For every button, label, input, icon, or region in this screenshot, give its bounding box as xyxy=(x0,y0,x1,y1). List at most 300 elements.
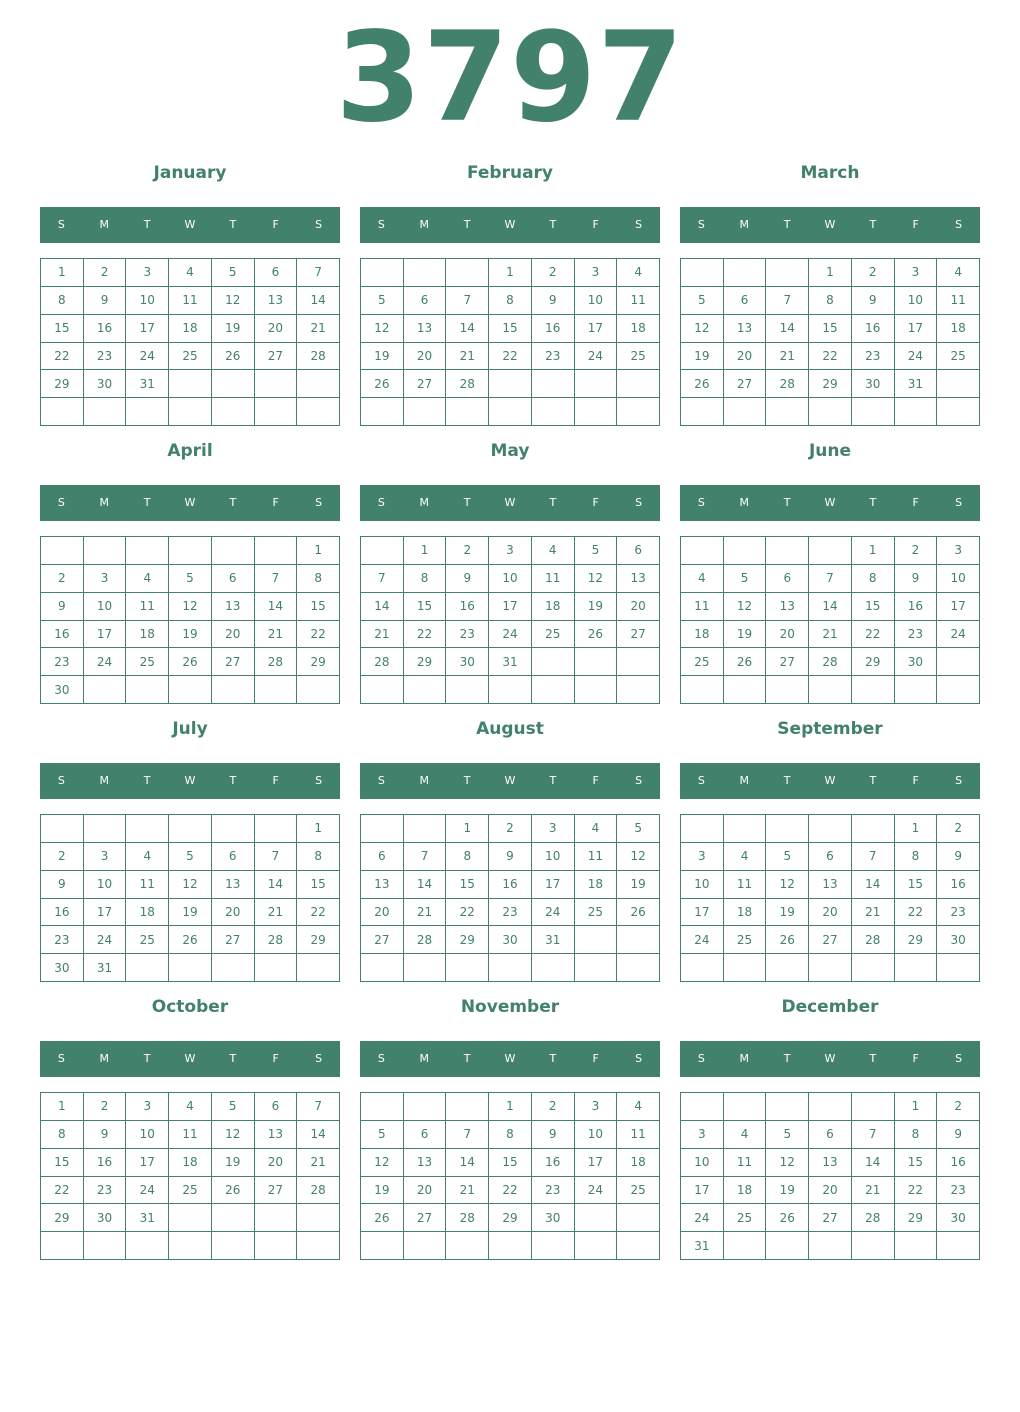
day-cell: 3 xyxy=(895,259,938,287)
weekday-label: T xyxy=(549,1052,557,1065)
day-cell: 23 xyxy=(41,648,84,676)
day-grid xyxy=(680,1092,980,1260)
weekday-label: W xyxy=(824,218,836,231)
day-cell: 25 xyxy=(617,343,660,371)
day-cell: 22 xyxy=(446,899,489,927)
day-cell: 29 xyxy=(297,926,340,954)
weekday-label: S xyxy=(955,496,963,509)
day-cell: 20 xyxy=(404,1177,447,1205)
day-cell: 3 xyxy=(84,565,127,593)
day-cell: 1 xyxy=(404,537,447,565)
day-cell: 26 xyxy=(766,1204,809,1232)
day-cell: 10 xyxy=(126,287,169,315)
day-cell: 6 xyxy=(404,287,447,315)
weekday-label: T xyxy=(783,496,791,509)
month-name: November xyxy=(460,997,560,1017)
day-cell: 1 xyxy=(895,1093,938,1121)
empty-day-cell xyxy=(297,1232,340,1260)
day-cell: 2 xyxy=(446,537,489,565)
day-cell: 4 xyxy=(126,843,169,871)
day-cell: 3 xyxy=(126,259,169,287)
empty-day-cell xyxy=(126,676,169,704)
day-cell: 31 xyxy=(532,926,575,954)
day-cell: 15 xyxy=(446,871,489,899)
day-cell: 27 xyxy=(404,1204,447,1232)
empty-day-cell xyxy=(617,1232,660,1260)
day-cell: 7 xyxy=(446,1121,489,1149)
day-cell: 11 xyxy=(126,593,169,621)
day-cell: 23 xyxy=(532,1177,575,1205)
day-cell: 2 xyxy=(489,815,532,843)
empty-day-cell xyxy=(446,676,489,704)
weekday-label: T xyxy=(143,774,151,787)
weekday-label: F xyxy=(272,496,279,509)
empty-day-cell xyxy=(532,648,575,676)
empty-day-cell xyxy=(617,370,660,398)
day-cell: 25 xyxy=(126,926,169,954)
day-cell: 13 xyxy=(809,871,852,899)
empty-day-cell xyxy=(532,1232,575,1260)
day-cell: 21 xyxy=(361,621,404,649)
day-cell: 31 xyxy=(126,370,169,398)
day-cell: 12 xyxy=(212,287,255,315)
day-cell: 20 xyxy=(617,593,660,621)
empty-day-cell xyxy=(212,815,255,843)
weekday-label: S xyxy=(955,218,963,231)
day-grid xyxy=(40,1092,340,1260)
day-cell: 26 xyxy=(575,621,618,649)
day-cell: 2 xyxy=(532,1093,575,1121)
day-cell: 21 xyxy=(446,1177,489,1205)
empty-day-cell xyxy=(41,1232,84,1260)
day-cell: 10 xyxy=(681,871,724,899)
empty-day-cell xyxy=(575,1204,618,1232)
empty-day-cell xyxy=(724,815,767,843)
day-cell: 16 xyxy=(937,1149,980,1177)
day-cell: 1 xyxy=(852,537,895,565)
day-cell: 20 xyxy=(255,1149,298,1177)
weekday-label: T xyxy=(143,218,151,231)
day-cell: 26 xyxy=(724,648,767,676)
day-cell: 16 xyxy=(532,315,575,343)
day-cell: 29 xyxy=(41,1204,84,1232)
day-cell: 30 xyxy=(489,926,532,954)
weekday-label: T xyxy=(783,774,791,787)
day-cell: 25 xyxy=(126,648,169,676)
day-cell: 16 xyxy=(41,621,84,649)
weekday-label: T xyxy=(783,218,791,231)
day-cell: 14 xyxy=(446,1149,489,1177)
day-cell: 9 xyxy=(84,287,127,315)
empty-day-cell xyxy=(937,954,980,982)
day-cell: 17 xyxy=(937,593,980,621)
empty-day-cell xyxy=(169,1204,212,1232)
day-cell: 16 xyxy=(41,899,84,927)
day-cell: 15 xyxy=(41,315,84,343)
empty-day-cell xyxy=(126,1232,169,1260)
day-cell: 18 xyxy=(724,899,767,927)
month-name: May xyxy=(490,441,530,461)
day-cell: 29 xyxy=(297,648,340,676)
day-grid xyxy=(40,258,340,426)
empty-day-cell xyxy=(126,954,169,982)
day-cell: 17 xyxy=(489,593,532,621)
day-cell: 20 xyxy=(255,315,298,343)
month-august xyxy=(360,710,660,982)
day-cell: 31 xyxy=(489,648,532,676)
empty-day-cell xyxy=(489,954,532,982)
day-cell: 27 xyxy=(766,648,809,676)
weekday-label: T xyxy=(143,496,151,509)
empty-day-cell xyxy=(724,259,767,287)
weekday-header xyxy=(40,207,340,243)
weekday-label: W xyxy=(824,1052,836,1065)
empty-day-cell xyxy=(895,676,938,704)
day-cell: 26 xyxy=(361,1204,404,1232)
day-cell: 10 xyxy=(895,287,938,315)
empty-day-cell xyxy=(212,676,255,704)
day-cell: 21 xyxy=(255,621,298,649)
day-cell: 24 xyxy=(532,899,575,927)
weekday-label: S xyxy=(315,774,323,787)
day-cell: 28 xyxy=(809,648,852,676)
empty-day-cell xyxy=(169,954,212,982)
day-cell: 30 xyxy=(41,676,84,704)
empty-day-cell xyxy=(575,954,618,982)
day-cell: 22 xyxy=(489,1177,532,1205)
empty-day-cell xyxy=(895,398,938,426)
day-cell: 6 xyxy=(212,843,255,871)
day-cell: 14 xyxy=(766,315,809,343)
empty-day-cell xyxy=(766,1232,809,1260)
weekday-label: S xyxy=(635,496,643,509)
empty-day-cell xyxy=(809,1232,852,1260)
day-cell: 27 xyxy=(255,343,298,371)
day-cell: 21 xyxy=(852,1177,895,1205)
weekday-header xyxy=(40,763,340,799)
day-cell: 1 xyxy=(489,1093,532,1121)
day-cell: 23 xyxy=(937,1177,980,1205)
day-cell: 29 xyxy=(852,648,895,676)
empty-day-cell xyxy=(404,1232,447,1260)
day-cell: 2 xyxy=(84,259,127,287)
empty-day-cell xyxy=(126,815,169,843)
day-cell: 30 xyxy=(937,1204,980,1232)
empty-day-cell xyxy=(852,1093,895,1121)
day-cell: 27 xyxy=(361,926,404,954)
weekday-label: S xyxy=(377,218,385,231)
weekday-header xyxy=(680,1041,980,1077)
empty-day-cell xyxy=(255,1204,298,1232)
day-cell: 5 xyxy=(575,537,618,565)
empty-day-cell xyxy=(489,676,532,704)
day-cell: 2 xyxy=(41,843,84,871)
day-cell: 16 xyxy=(446,593,489,621)
day-cell: 6 xyxy=(255,1093,298,1121)
day-cell: 25 xyxy=(532,621,575,649)
day-cell: 7 xyxy=(255,843,298,871)
empty-day-cell xyxy=(212,1232,255,1260)
day-cell: 8 xyxy=(895,1121,938,1149)
day-cell: 12 xyxy=(361,315,404,343)
empty-day-cell xyxy=(41,398,84,426)
day-cell: 12 xyxy=(766,1149,809,1177)
day-cell: 28 xyxy=(852,1204,895,1232)
empty-day-cell xyxy=(212,398,255,426)
day-cell: 4 xyxy=(169,259,212,287)
day-cell: 8 xyxy=(852,565,895,593)
weekday-label: T xyxy=(549,774,557,787)
day-cell: 22 xyxy=(489,343,532,371)
day-cell: 18 xyxy=(617,315,660,343)
day-cell: 13 xyxy=(404,315,447,343)
day-cell: 26 xyxy=(169,648,212,676)
day-cell: 12 xyxy=(681,315,724,343)
empty-day-cell xyxy=(532,954,575,982)
day-cell: 2 xyxy=(895,537,938,565)
empty-day-cell xyxy=(724,398,767,426)
weekday-label: T xyxy=(463,496,471,509)
day-cell: 4 xyxy=(169,1093,212,1121)
empty-day-cell xyxy=(766,537,809,565)
day-cell: 18 xyxy=(126,621,169,649)
day-cell: 14 xyxy=(361,593,404,621)
empty-day-cell xyxy=(297,398,340,426)
day-cell: 1 xyxy=(446,815,489,843)
day-cell: 24 xyxy=(84,926,127,954)
weekday-label: F xyxy=(592,1052,599,1065)
day-cell: 17 xyxy=(575,315,618,343)
day-cell: 25 xyxy=(169,343,212,371)
day-cell: 28 xyxy=(297,1177,340,1205)
day-cell: 7 xyxy=(255,565,298,593)
day-cell: 17 xyxy=(681,1177,724,1205)
empty-day-cell xyxy=(84,1232,127,1260)
weekday-header xyxy=(360,207,660,243)
day-grid xyxy=(360,536,660,704)
day-grid xyxy=(360,258,660,426)
month-name: March xyxy=(800,163,860,183)
day-cell: 24 xyxy=(937,621,980,649)
day-cell: 18 xyxy=(724,1177,767,1205)
empty-day-cell xyxy=(212,954,255,982)
day-cell: 6 xyxy=(724,287,767,315)
day-cell: 1 xyxy=(297,815,340,843)
day-cell: 24 xyxy=(575,1177,618,1205)
day-cell: 31 xyxy=(681,1232,724,1260)
day-cell: 6 xyxy=(361,843,404,871)
weekday-label: F xyxy=(272,774,279,787)
weekday-label: T xyxy=(869,1052,877,1065)
empty-day-cell xyxy=(724,1232,767,1260)
day-cell: 12 xyxy=(169,871,212,899)
day-cell: 21 xyxy=(297,1149,340,1177)
weekday-label: M xyxy=(99,774,110,787)
day-cell: 6 xyxy=(404,1121,447,1149)
day-cell: 28 xyxy=(255,648,298,676)
day-cell: 5 xyxy=(361,287,404,315)
day-cell: 4 xyxy=(575,815,618,843)
empty-day-cell xyxy=(809,954,852,982)
day-cell: 24 xyxy=(84,648,127,676)
day-cell: 5 xyxy=(212,1093,255,1121)
empty-day-cell xyxy=(361,537,404,565)
weekday-header xyxy=(360,485,660,521)
day-cell: 15 xyxy=(895,1149,938,1177)
empty-day-cell xyxy=(532,676,575,704)
weekday-label: S xyxy=(635,218,643,231)
weekday-label: S xyxy=(57,1052,65,1065)
day-cell: 2 xyxy=(937,815,980,843)
weekday-label: S xyxy=(377,1052,385,1065)
day-cell: 20 xyxy=(404,343,447,371)
day-cell: 13 xyxy=(766,593,809,621)
empty-day-cell xyxy=(937,648,980,676)
day-cell: 22 xyxy=(895,899,938,927)
month-name: April xyxy=(167,441,213,461)
month-name: July xyxy=(172,719,208,739)
day-cell: 27 xyxy=(212,926,255,954)
empty-day-cell xyxy=(255,815,298,843)
day-cell: 23 xyxy=(446,621,489,649)
month-name: February xyxy=(466,163,554,183)
empty-day-cell xyxy=(126,537,169,565)
day-cell: 20 xyxy=(766,621,809,649)
day-cell: 11 xyxy=(937,287,980,315)
weekday-header xyxy=(680,485,980,521)
empty-day-cell xyxy=(41,537,84,565)
day-cell: 26 xyxy=(212,343,255,371)
empty-day-cell xyxy=(617,954,660,982)
day-cell: 26 xyxy=(766,926,809,954)
day-cell: 15 xyxy=(489,1149,532,1177)
day-cell: 28 xyxy=(446,370,489,398)
empty-day-cell xyxy=(852,815,895,843)
day-cell: 14 xyxy=(404,871,447,899)
empty-day-cell xyxy=(575,648,618,676)
empty-day-cell xyxy=(724,676,767,704)
weekday-label: W xyxy=(504,496,516,509)
day-cell: 20 xyxy=(212,621,255,649)
weekday-label: M xyxy=(419,1052,430,1065)
weekday-label: T xyxy=(463,774,471,787)
day-cell: 6 xyxy=(809,843,852,871)
day-cell: 7 xyxy=(852,1121,895,1149)
day-cell: 30 xyxy=(852,370,895,398)
empty-day-cell xyxy=(532,370,575,398)
day-cell: 6 xyxy=(766,565,809,593)
day-cell: 22 xyxy=(297,899,340,927)
day-cell: 7 xyxy=(297,1093,340,1121)
weekday-label: M xyxy=(739,496,750,509)
day-cell: 1 xyxy=(809,259,852,287)
empty-day-cell xyxy=(852,1232,895,1260)
day-cell: 29 xyxy=(895,1204,938,1232)
month-name: September xyxy=(777,719,883,739)
day-cell: 27 xyxy=(404,370,447,398)
day-cell: 28 xyxy=(404,926,447,954)
day-cell: 8 xyxy=(446,843,489,871)
day-cell: 22 xyxy=(404,621,447,649)
weekday-label: T xyxy=(869,774,877,787)
weekday-label: S xyxy=(635,774,643,787)
empty-day-cell xyxy=(532,398,575,426)
day-cell: 13 xyxy=(724,315,767,343)
day-cell: 12 xyxy=(724,593,767,621)
day-cell: 31 xyxy=(126,1204,169,1232)
day-cell: 20 xyxy=(724,343,767,371)
day-cell: 16 xyxy=(84,1149,127,1177)
weekday-label: S xyxy=(57,218,65,231)
day-cell: 16 xyxy=(532,1149,575,1177)
day-cell: 3 xyxy=(681,843,724,871)
day-cell: 17 xyxy=(895,315,938,343)
day-cell: 4 xyxy=(617,259,660,287)
day-cell: 6 xyxy=(617,537,660,565)
empty-day-cell xyxy=(169,398,212,426)
day-cell: 17 xyxy=(84,621,127,649)
day-cell: 19 xyxy=(361,1177,404,1205)
day-cell: 21 xyxy=(446,343,489,371)
day-cell: 28 xyxy=(255,926,298,954)
day-cell: 10 xyxy=(84,593,127,621)
weekday-label: T xyxy=(143,1052,151,1065)
weekday-label: M xyxy=(739,774,750,787)
weekday-label: T xyxy=(229,218,237,231)
weekday-label: W xyxy=(184,774,196,787)
day-cell: 18 xyxy=(575,871,618,899)
empty-day-cell xyxy=(809,1093,852,1121)
day-cell: 14 xyxy=(852,1149,895,1177)
day-cell: 28 xyxy=(361,648,404,676)
weekday-label: S xyxy=(697,218,705,231)
weekday-label: F xyxy=(272,1052,279,1065)
month-june xyxy=(680,432,980,704)
day-cell: 5 xyxy=(169,843,212,871)
day-cell: 5 xyxy=(617,815,660,843)
day-cell: 15 xyxy=(41,1149,84,1177)
empty-day-cell xyxy=(852,954,895,982)
day-cell: 27 xyxy=(617,621,660,649)
day-cell: 16 xyxy=(852,315,895,343)
day-cell: 9 xyxy=(532,1121,575,1149)
empty-day-cell xyxy=(489,370,532,398)
day-cell: 13 xyxy=(212,871,255,899)
day-cell: 13 xyxy=(617,565,660,593)
day-cell: 29 xyxy=(446,926,489,954)
empty-day-cell xyxy=(41,815,84,843)
weekday-label: S xyxy=(57,496,65,509)
day-cell: 4 xyxy=(126,565,169,593)
empty-day-cell xyxy=(681,398,724,426)
day-cell: 23 xyxy=(937,899,980,927)
day-cell: 3 xyxy=(126,1093,169,1121)
day-cell: 24 xyxy=(681,926,724,954)
day-cell: 6 xyxy=(212,565,255,593)
empty-day-cell xyxy=(297,954,340,982)
day-cell: 27 xyxy=(724,370,767,398)
day-cell: 4 xyxy=(724,1121,767,1149)
day-cell: 29 xyxy=(895,926,938,954)
day-cell: 22 xyxy=(297,621,340,649)
empty-day-cell xyxy=(84,815,127,843)
empty-day-cell xyxy=(361,1093,404,1121)
weekday-label: S xyxy=(635,1052,643,1065)
day-cell: 26 xyxy=(361,370,404,398)
month-name: October xyxy=(151,997,229,1017)
empty-day-cell xyxy=(766,398,809,426)
weekday-header xyxy=(680,763,980,799)
